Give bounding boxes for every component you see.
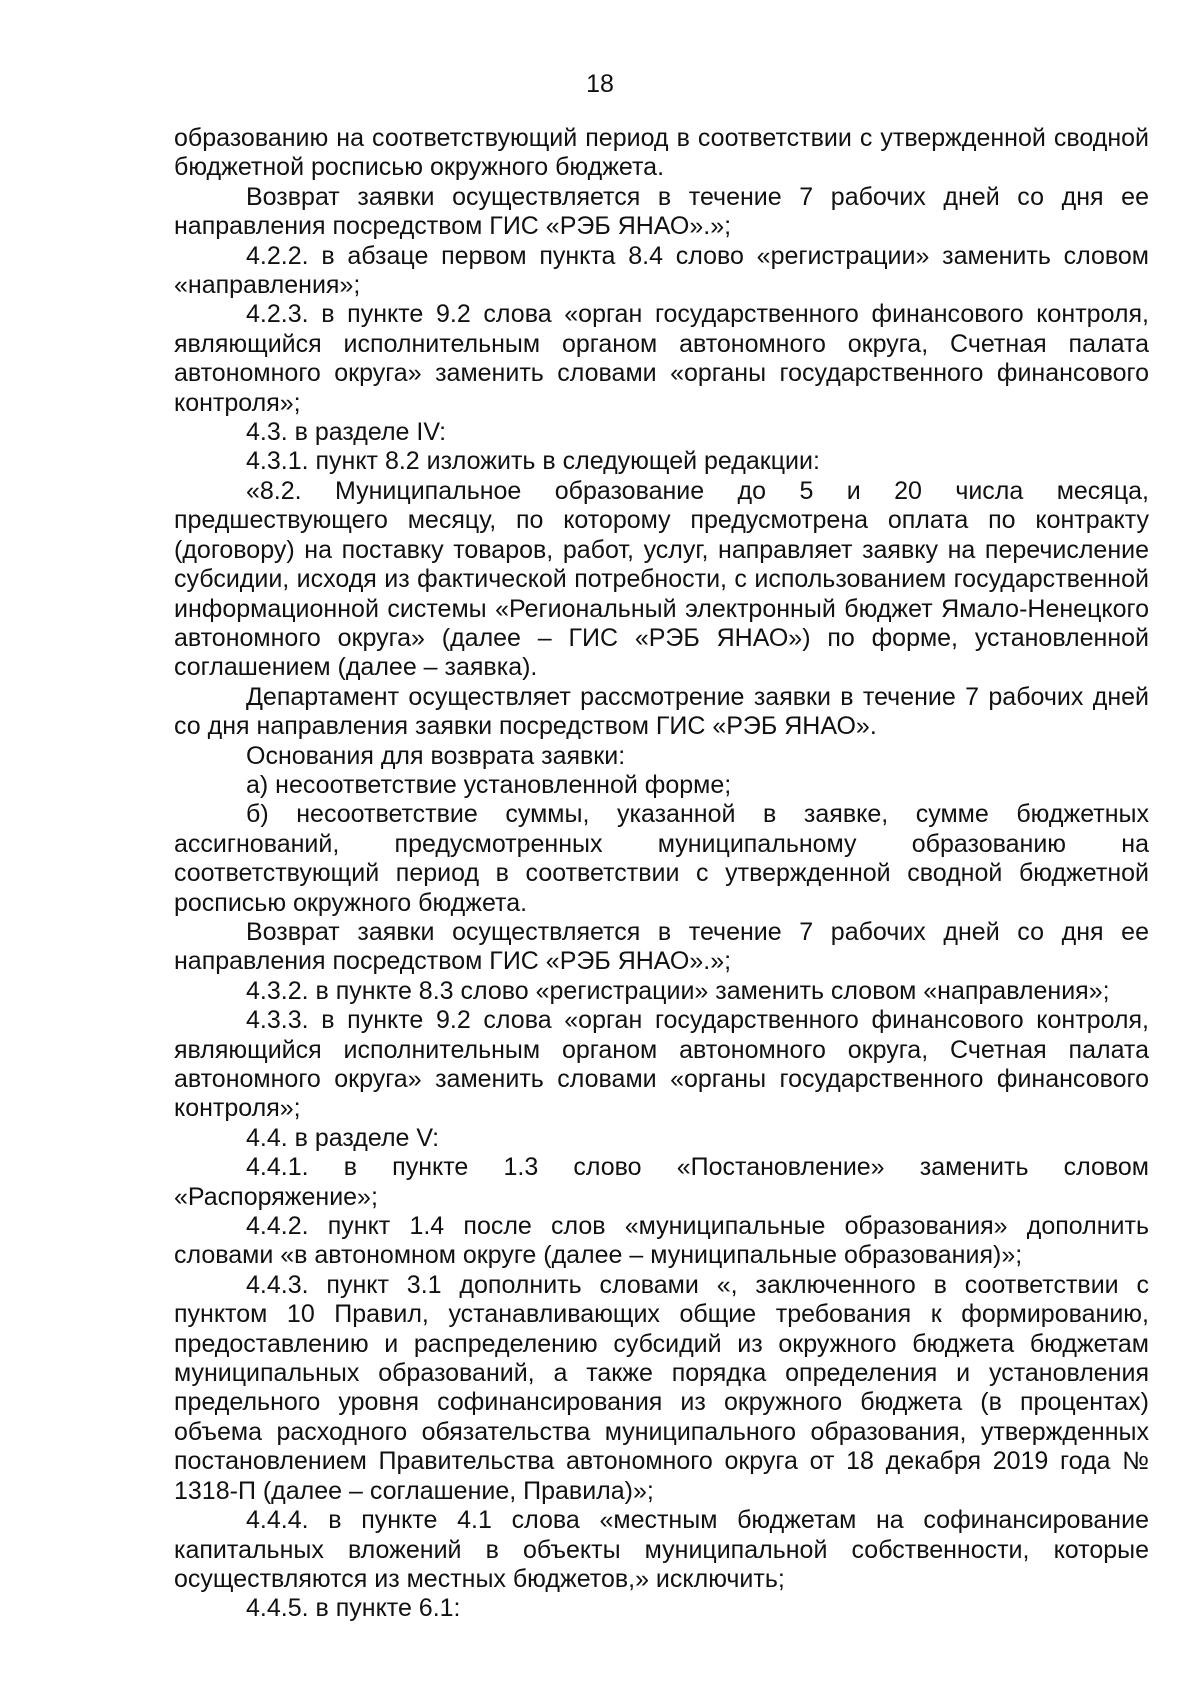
paragraph-item-4-4-5: 4.4.5. в пункте 6.1: (246, 1594, 461, 1623)
paragraph-quote-8-2: «8.2. Муниципальное образование до 5 и 20 числа месяца, предшествующего месяцу, по которому предусмотрена оплата по контракту (договору) на поставку товаров, работ, услуг, направляет заявку на перечисление субсидии, исходя из фактической потребности, с использованием государственной информационной системы «Региональный электронный бюджет Ямало-Ненецкого автономного округа» (далее – ГИС «РЭБ ЯНАО») по форме, установленной соглашением (далее – заявка). (174, 476, 1149, 682)
paragraph-item-4-3: 4.3. в разделе IV: (246, 418, 447, 447)
page-number: 18 (586, 70, 614, 98)
document-body (174, 124, 1149, 1624)
paragraph-continuation: образованию на соответствующий период в соответствии с утвержденной сводной бюджетной росписью окружного бюджета. (174, 124, 1149, 182)
paragraph-item-4-3-2: 4.3.2. в пункте 8.3 слово «регистрации» заменить словом «направления»; (246, 976, 1110, 1005)
list-item-b: б) несоответствие суммы, указанной в заявке, сумме бюджетных ассигнований, предусмотренных муниципальному образованию на соответствующий период в соответствии с утвержденной сводной бюджетной росписью окружного бюджета. (174, 800, 1149, 917)
paragraph: Возврат заявки осуществляется в течение 7 рабочих дней со дня ее направления посредством ГИС «РЭБ ЯНАО».»; (174, 917, 1149, 976)
list-item-a: а) несоответствие установленной форме; (246, 770, 732, 799)
paragraph-item-4-4: 4.4. в разделе V: (246, 1123, 440, 1152)
paragraph: Возврат заявки осуществляется в течение 7 рабочих дней со дня ее направления посредством ГИС «РЭБ ЯНАО».»; (174, 182, 1149, 241)
paragraph-item-4-4-4: 4.4.4. в пункте 4.1 слова «местным бюджетам на софинансирование капитальных вложений в объекты муниципальной собственности, которые осуществляются из местных бюджетов,» исключить; (174, 1506, 1149, 1593)
paragraph-item-4-2-2: 4.2.2. в абзаце первом пункта 8.4 слово «регистрации» заменить словом «направления»; (174, 241, 1149, 300)
paragraph-item-4-3-1: 4.3.1. пункт 8.2 изложить в следующей редакции: (246, 447, 820, 476)
paragraph-item-4-4-3: 4.4.3. пункт 3.1 дополнить словами «, заключенного в соответствии с пунктом 10 Правил, устанавливающих общие требования к формированию, предоставлению и распределению субсидий из окружного бюджета бюджетам муниципальных образований, а также порядка определения и установления предельного уровня софинансирования из окружного бюджета (в процентах) объема расходного обязательства муниципального образования, утвержденных постановлением Правительства автономного округа от 18 декабря 2019 года № 1318-П (далее – соглашение, Правила)»; (174, 1270, 1149, 1505)
paragraph-item-4-3-3: 4.3.3. в пункте 9.2 слова «орган государственного финансового контроля, являющийся исполнительным органом автономного округа, Счетная палата автономного округа» заменить словами «органы государственного финансового контроля»; (174, 1006, 1149, 1123)
paragraph-item-4-4-2: 4.4.2. пункт 1.4 после слов «муниципальные образования» дополнить словами «в автономном округе (далее – муниципальные образования)»; (174, 1212, 1149, 1270)
paragraph-item-4-2-3: 4.2.3. в пункте 9.2 слова «орган государственного финансового контроля, являющийся исполнительным органом автономного округа, Счетная палата автономного округа» заменить словами «органы государственного финансового контроля»; (174, 300, 1149, 417)
paragraph: Основания для возврата заявки: (246, 741, 626, 770)
paragraph: Департамент осуществляет рассмотрение заявки в течение 7 рабочих дней со дня направления заявки посредством ГИС «РЭБ ЯНАО». (174, 682, 1149, 741)
paragraph-item-4-4-1: 4.4.1. в пункте 1.3 слово «Постановление» заменить словом «Распоряжение»; (174, 1153, 1149, 1211)
